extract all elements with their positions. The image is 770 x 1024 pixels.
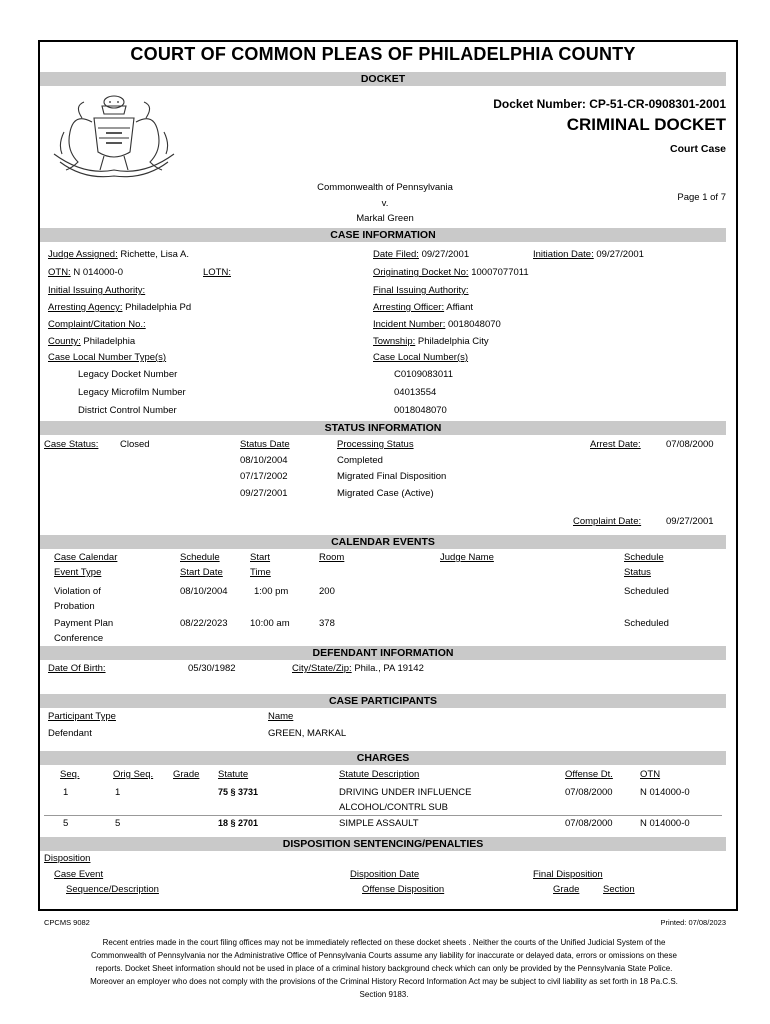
charge-otn: N 014000-0 — [640, 787, 690, 798]
pennsylvania-seal-icon — [44, 92, 184, 180]
complaint-date-value: 09/27/2001 — [666, 516, 714, 527]
calendar-row-status: Scheduled — [624, 586, 669, 597]
date-filed: Date Filed: 09/27/2001 — [373, 249, 470, 260]
local-row-number: 0018048070 — [394, 405, 447, 416]
calendar-row-time: 10:00 am — [250, 618, 290, 629]
caption-line-1: Commonwealth of Pennsylvania — [317, 182, 453, 193]
form-id: CPCMS 9082 — [44, 918, 90, 927]
county: County: Philadelphia — [48, 336, 136, 347]
charges-header-statute: Statute — [218, 769, 249, 780]
calendar-row-event: Probation — [54, 601, 95, 612]
charge-description-cont: ALCOHOL/CONTRL SUB — [339, 802, 448, 813]
charge-offense-date: 07/08/2000 — [565, 818, 613, 829]
arrest-date-label: Arrest Date: — [590, 439, 641, 450]
dob-label: Date Of Birth: — [48, 663, 106, 674]
participant-name: GREEN, MARKAL — [268, 728, 347, 739]
calendar-row-event: Conference — [54, 633, 104, 644]
calendar-row-room: 378 — [319, 618, 335, 629]
charge-orig-seq: 5 — [115, 818, 121, 829]
status-row-date: 07/17/2002 — [240, 471, 288, 482]
status-row-status: Completed — [337, 455, 383, 466]
disposition-bar: DISPOSITION SENTENCING/PENALTIES — [40, 837, 726, 851]
docket-bar: DOCKET — [40, 72, 726, 86]
complaint-date-label: Complaint Date: — [573, 516, 642, 527]
docket-number: Docket Number: CP-51-CR-0908301-2001 — [493, 97, 726, 111]
calendar-row-event: Payment Plan — [54, 618, 114, 629]
final-disposition-label: Final Disposition — [533, 869, 603, 880]
city-state-zip: City/State/Zip: Phila., PA 19142 — [292, 663, 424, 674]
charge-row-divider — [44, 815, 722, 816]
final-issuing-authority: Final Issuing Authority: — [373, 285, 469, 296]
status-row-status: Migrated Case (Active) — [337, 488, 434, 499]
calendar-row-room: 200 — [319, 586, 335, 597]
arresting-agency: Arresting Agency: Philadelphia Pd — [48, 302, 192, 313]
calendar-row-status: Scheduled — [624, 618, 669, 629]
docket-type: CRIMINAL DOCKET — [566, 115, 726, 134]
calendar-header-room: Room — [319, 552, 345, 563]
arresting-officer: Arresting Officer: Affiant — [373, 302, 473, 313]
calendar-header-schedule-1: Schedule — [180, 552, 220, 563]
caption-line-3: Markal Green — [356, 213, 414, 224]
calendar-header-event-1: Case Calendar — [54, 552, 118, 563]
charge-description: SIMPLE ASSAULT — [339, 818, 419, 829]
processing-status-header: Processing Status — [337, 439, 414, 450]
calendar-header-event-2: Event Type — [54, 567, 102, 578]
status-row-date: 09/27/2001 — [240, 488, 288, 499]
charge-statute: 18 § 2701 — [218, 818, 259, 828]
case-local-number-header: Case Local Number(s) — [373, 352, 469, 363]
grade-label: Grade — [553, 884, 580, 895]
case-status-label: Case Status: — [44, 439, 99, 450]
calendar-header-judge: Judge Name — [440, 552, 494, 563]
calendar-header-start-2: Time — [250, 567, 271, 578]
charge-otn: N 014000-0 — [640, 818, 690, 829]
lotn-label: LOTN: — [203, 267, 231, 278]
charges-header-description: Statute Description — [339, 769, 420, 780]
charge-statute: 75 § 3731 — [218, 787, 259, 797]
charge-orig-seq: 1 — [115, 787, 121, 798]
calendar-row-event: Violation of — [54, 586, 101, 597]
charge-seq: 5 — [63, 818, 69, 829]
calendar-row-date: 08/22/2023 — [180, 618, 228, 629]
local-row-number: 04013554 — [394, 387, 437, 398]
case-local-number-type-header: Case Local Number Type(s) — [48, 352, 167, 363]
case-event-label: Case Event — [54, 869, 104, 880]
case-information-bar: CASE INFORMATION — [40, 228, 726, 242]
calendar-header-status-1: Schedule — [624, 552, 664, 563]
printed-date: Printed: 07/08/2023 — [660, 918, 726, 927]
status-date-header: Status Date — [240, 439, 290, 450]
calendar-row-date: 08/10/2004 — [180, 586, 228, 597]
charge-description: DRIVING UNDER INFLUENCE — [339, 787, 472, 798]
status-information-bar: STATUS INFORMATION — [40, 421, 726, 435]
complaint-citation: Complaint/Citation No.: — [48, 319, 146, 330]
participant-name-header: Name — [268, 711, 294, 722]
disclaimer: Recent entries made in the court filing offices may not be immediately reflected on these docket sheets . Neither the courts of the Unified Judicial System of the Commonwealth of Pennsylvania nor the Administrative Office of Pennsylvania Courts assume any liability for inaccurate or delayed data, errors or omissions on these reports. Docket Sheet information should not be used in place of a criminal history background check which can only be provided by the Pennsylvania State Police. Moreover an employer who does not comply with the provisions of the Criminal History Record Information Act may be subject to civil liability as set forth in 18 Pa.C.S. Section 9183. — [90, 938, 678, 999]
township: Township: Philadelphia City — [373, 336, 489, 347]
case-kind: Court Case — [669, 143, 726, 155]
status-row-date: 08/10/2004 — [240, 455, 288, 466]
dob-value: 05/30/1982 — [188, 663, 236, 674]
defendant-information-bar: DEFENDANT INFORMATION — [40, 646, 726, 660]
local-row-type: Legacy Microfilm Number — [78, 387, 186, 398]
judge-assigned: Judge Assigned: Richette, Lisa A. — [48, 249, 190, 260]
arrest-date-value: 07/08/2000 — [666, 439, 714, 450]
sequence-description-label: Sequence/Description — [66, 884, 159, 895]
section-label: Section — [603, 884, 635, 895]
court-title: COURT OF COMMON PLEAS OF PHILADELPHIA COUNTY — [130, 44, 636, 64]
otn: OTN: N 014000-0 — [48, 267, 123, 278]
initiation-date: Initiation Date: 09/27/2001 — [533, 249, 644, 260]
charges-header-grade: Grade — [173, 769, 200, 780]
disposition-label: Disposition — [44, 853, 91, 864]
participant-type-header: Participant Type — [48, 711, 116, 722]
charges-header-otn: OTN — [640, 769, 661, 780]
caption-v: v. — [381, 198, 389, 209]
charge-seq: 1 — [63, 787, 69, 798]
charge-offense-date: 07/08/2000 — [565, 787, 613, 798]
originating-docket: Originating Docket No: 10007077011 — [373, 267, 529, 278]
page-number: Page 1 of 7 — [677, 192, 726, 203]
local-row-number: C0109083011 — [394, 369, 453, 380]
charges-header-seq: Seq. — [60, 769, 80, 780]
status-row-status: Migrated Final Disposition — [337, 471, 447, 482]
local-row-type: District Control Number — [78, 405, 177, 416]
case-status-value: Closed — [120, 439, 150, 450]
incident-number: Incident Number: 0018048070 — [373, 319, 501, 330]
participant-type: Defendant — [48, 728, 92, 739]
charges-header-orig-seq: Orig Seq. — [113, 769, 154, 780]
case-participants-bar: CASE PARTICIPANTS — [40, 694, 726, 708]
calendar-row-time: 1:00 pm — [254, 586, 289, 597]
disposition-date-label: Disposition Date — [350, 869, 420, 880]
calendar-events-bar: CALENDAR EVENTS — [40, 535, 726, 549]
charges-bar: CHARGES — [40, 751, 726, 765]
local-row-type: Legacy Docket Number — [78, 369, 178, 380]
offense-disposition-label: Offense Disposition — [362, 884, 445, 895]
calendar-header-schedule-2: Start Date — [180, 567, 223, 578]
initial-issuing-authority: Initial Issuing Authority: — [48, 285, 146, 296]
charges-header-offense-date: Offense Dt. — [565, 769, 613, 780]
calendar-header-status-2: Status — [624, 567, 651, 578]
calendar-header-start-1: Start — [250, 552, 271, 563]
